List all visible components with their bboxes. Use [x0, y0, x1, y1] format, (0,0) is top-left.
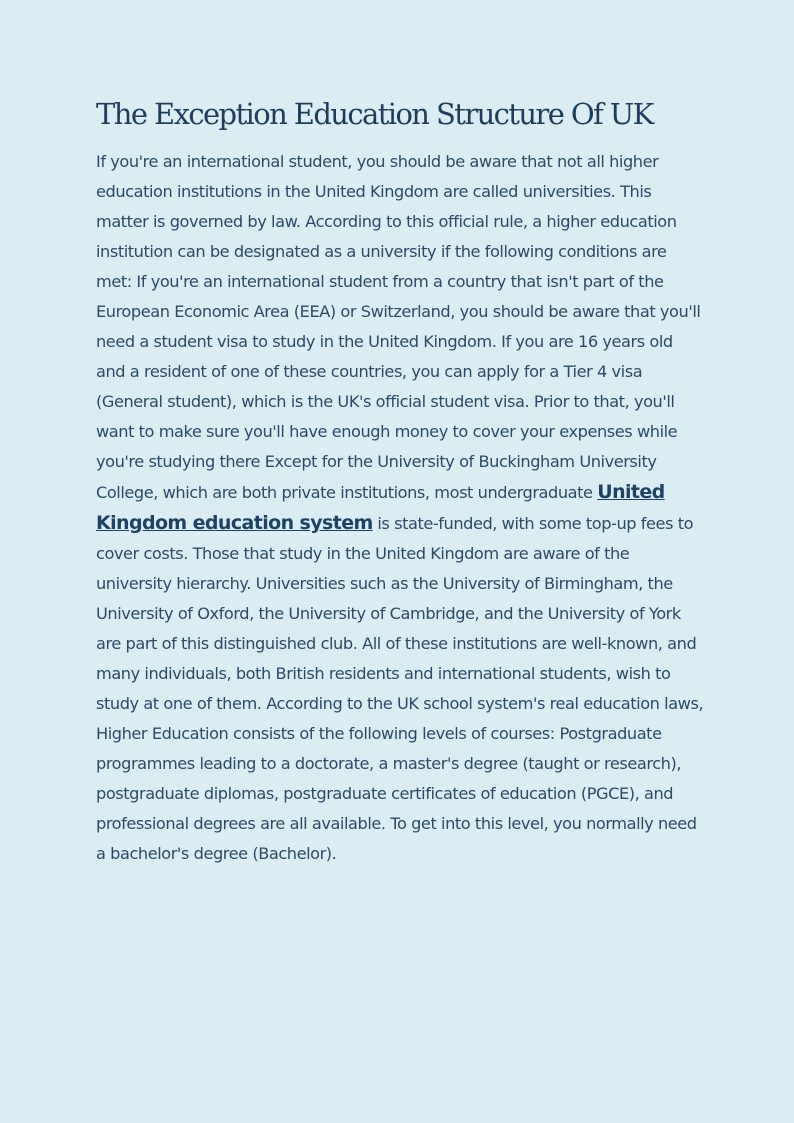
paragraph-text-after-link: is state-funded, with some top-up fees to cover costs. Those that study in the United Kingdom are aware of the university hierarchy. Universities such as the University of Birmingham, the University of Oxford, the University of Cambridge, and the University of York are part of this distinguished club. All of these institutions are well-known, and many individuals, both British residents and international students, wish to study at one of them. According to the UK school system's real education laws, Higher Education consists of the following levels of courses: Postgraduate programmes leading to a doctorate, a master's degree (taught or research), postgraduate diplomas, postgraduate certificates of education (PGCE), and professional degrees are all available. To get into this level, you normally need a bachelor's degree (Bachelor). — [96, 514, 704, 863]
page-title: The Exception Education Structure Of UK — [96, 97, 653, 131]
document-page — [96, 92, 706, 869]
paragraph-text-before-link: If you're an international student, you should be aware that not all higher education institutions in the United Kingdom are called universities. This matter is governed by law. According to this official rule, a higher education institution can be designated as a university if the following conditions are met: If you're an international student from a country that isn't part of the European Economic Area (EEA) or Switzerland, you should be aware that you'll need a student visa to study in the United Kingdom. If you are 16 years old and a resident of one of these countries, you can apply for a Tier 4 visa (General student), which is the UK's official student visa. Prior to that, you'll want to make sure you'll have enough money to cover your expenses while you're studying there Except for the University of Buckingham University College, which are both private institutions, most undergraduate — [96, 152, 701, 502]
uk-education-system-link[interactable]: United Kingdom education system — [96, 481, 665, 534]
body-paragraph — [96, 147, 706, 869]
